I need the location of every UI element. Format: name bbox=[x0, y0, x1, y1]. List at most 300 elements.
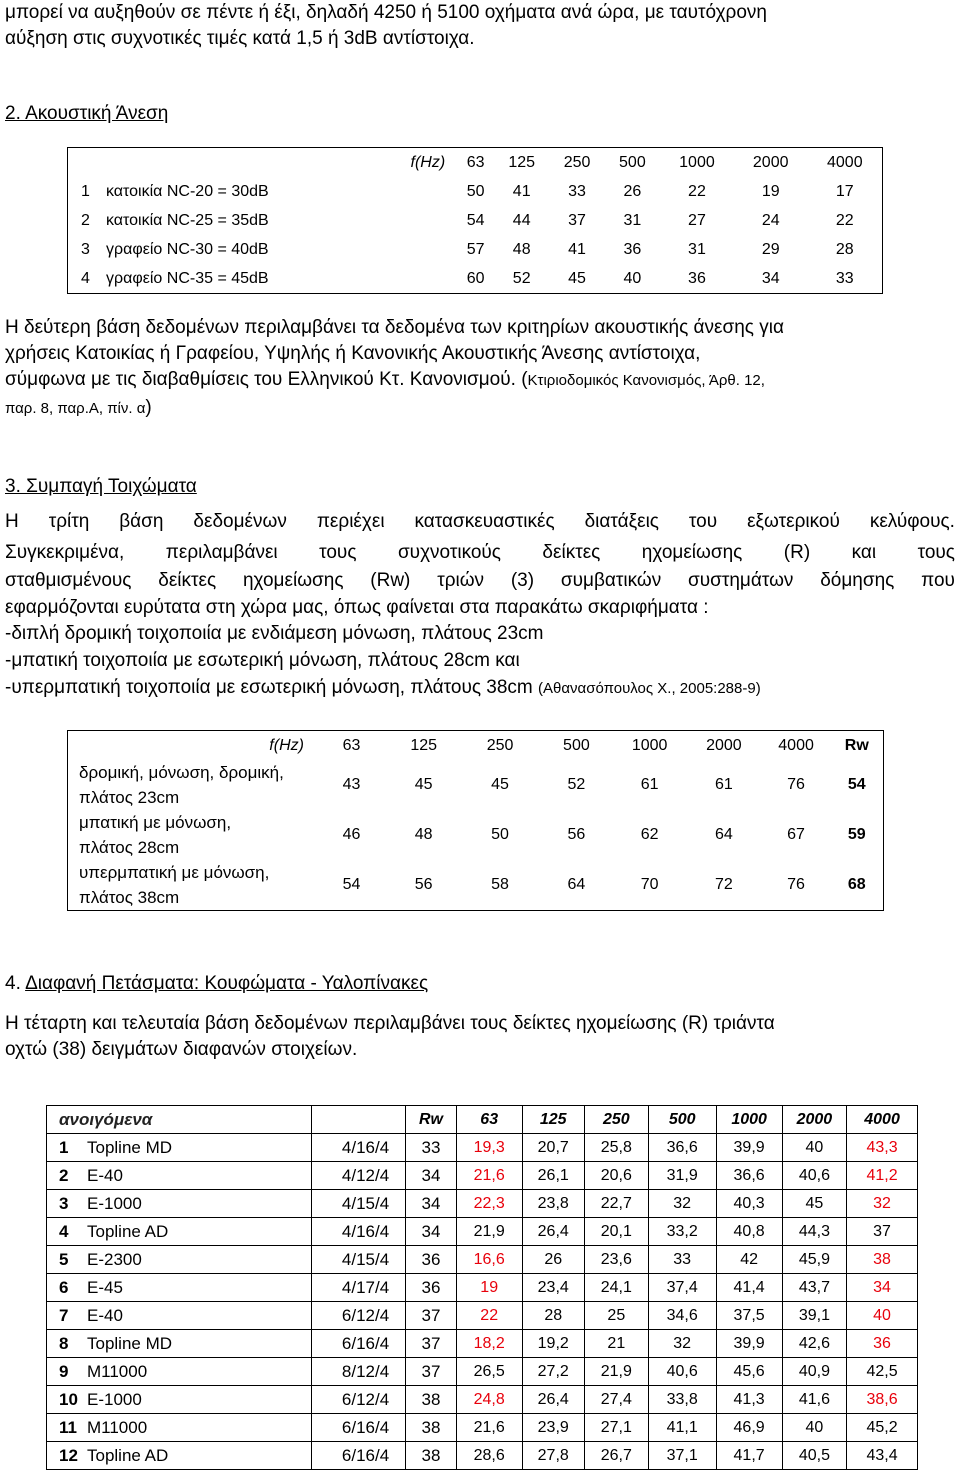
table-row bbox=[68, 235, 883, 264]
cell: 21,6 bbox=[456, 1414, 522, 1442]
justified-word: του bbox=[688, 511, 718, 532]
column-header: 4000 bbox=[847, 1106, 918, 1134]
table-header-row bbox=[47, 1106, 918, 1134]
table-row bbox=[68, 177, 883, 206]
window-name: Topline AD bbox=[87, 1445, 169, 1465]
table-row bbox=[47, 1190, 918, 1218]
cell: 64 bbox=[567, 876, 586, 893]
wall-type-line: μπατική με μόνωση, bbox=[79, 813, 232, 832]
row-label: γραφείο NC-35 = 45dB bbox=[106, 269, 269, 287]
column-header: Rw bbox=[406, 1106, 457, 1134]
rw-value: 34 bbox=[406, 1190, 457, 1218]
justified-word: κατασκευαστικές bbox=[414, 511, 555, 532]
cell: 36,6 bbox=[716, 1162, 782, 1190]
cell: 26 bbox=[522, 1246, 584, 1274]
table-row bbox=[47, 1218, 918, 1246]
cell: 36 bbox=[688, 269, 706, 287]
cell: 57 bbox=[466, 240, 485, 258]
cell: 52 bbox=[512, 269, 531, 287]
row-number: 12 bbox=[59, 1445, 78, 1465]
cell: 48 bbox=[512, 240, 531, 258]
cell: 45,2 bbox=[847, 1414, 918, 1442]
cell: 20,6 bbox=[584, 1162, 648, 1190]
justified-word: εξωτερικού bbox=[747, 511, 840, 532]
row-number: 2 bbox=[81, 211, 90, 229]
cell: 33 bbox=[835, 269, 854, 287]
window-name-cell bbox=[47, 1162, 312, 1190]
cell: 41 bbox=[568, 240, 586, 258]
column-header: 250 bbox=[584, 1106, 648, 1134]
section-3-justified-line bbox=[5, 511, 955, 533]
cell: 61 bbox=[714, 776, 733, 793]
reference-close: ) bbox=[145, 397, 152, 418]
cell: 28 bbox=[835, 240, 854, 258]
window-name-cell bbox=[47, 1274, 312, 1302]
row-number: 4 bbox=[81, 269, 90, 287]
cell: 39,1 bbox=[782, 1302, 846, 1330]
justified-word: συστημάτων bbox=[688, 570, 794, 591]
citation: (Αθανασόπουλος Χ., 2005:288-9) bbox=[538, 680, 761, 697]
freq-header: 250 bbox=[563, 153, 591, 171]
cell: 27,4 bbox=[584, 1386, 648, 1414]
rw-value: 37 bbox=[406, 1302, 457, 1330]
glazing-config: 4/16/4 bbox=[312, 1218, 406, 1246]
justified-word: περιλαμβάνει bbox=[165, 542, 278, 563]
cell: 28 bbox=[522, 1302, 584, 1330]
cell: 40 bbox=[847, 1302, 918, 1330]
cell: 33,2 bbox=[648, 1218, 716, 1246]
cell: 46,9 bbox=[716, 1414, 782, 1442]
row-label: κατοικία NC-20 = 30dB bbox=[106, 182, 269, 200]
cell: 61 bbox=[640, 776, 659, 793]
cell: 45 bbox=[782, 1190, 846, 1218]
section-2-reference-line bbox=[5, 397, 152, 419]
cell: 46 bbox=[342, 826, 361, 843]
section-3-title: 3. Συμπαγή Τοιχώματα bbox=[5, 476, 197, 497]
cell: 27,2 bbox=[522, 1358, 584, 1386]
cell: 42,6 bbox=[782, 1330, 846, 1358]
section-3-line: εφαρμόζονται ευρύτατα στη χώρα μας, όπως φαίνεται στα παρακάτω σκαριφήματα : bbox=[5, 597, 709, 618]
cell: 26,4 bbox=[522, 1386, 584, 1414]
cell: 56 bbox=[414, 876, 433, 893]
freq-header: 4000 bbox=[778, 736, 814, 754]
cell: 21 bbox=[584, 1330, 648, 1358]
construction-list-item: -μπατική τοιχοποιία με εσωτερική μόνωση, πλάτους 28cm και bbox=[5, 650, 520, 671]
cell: 48 bbox=[414, 826, 433, 843]
cell: 34 bbox=[761, 269, 780, 287]
glazing-config: 6/12/4 bbox=[312, 1386, 406, 1414]
cell: 60 bbox=[466, 269, 485, 287]
cell: 40,8 bbox=[716, 1218, 782, 1246]
cell: 27,1 bbox=[584, 1414, 648, 1442]
glazing-config: 4/17/4 bbox=[312, 1274, 406, 1302]
cell: 32 bbox=[648, 1330, 716, 1358]
justified-word: (Rw) bbox=[370, 570, 411, 591]
column-header: 500 bbox=[648, 1106, 716, 1134]
row-number: 3 bbox=[81, 240, 90, 258]
justified-word: Η bbox=[5, 511, 19, 532]
cell: 40 bbox=[623, 269, 642, 287]
freq-header-label: f(Hz) bbox=[410, 153, 446, 171]
regulation-reference: Κτιριοδομικός Κανονισμός, Άρθ. 12, bbox=[527, 372, 765, 389]
cell: 33 bbox=[648, 1246, 716, 1274]
cell: 37 bbox=[847, 1218, 918, 1246]
rw-value: 37 bbox=[406, 1330, 457, 1358]
cell: 33,8 bbox=[648, 1386, 716, 1414]
cell: 42 bbox=[716, 1246, 782, 1274]
cell: 41,7 bbox=[716, 1442, 782, 1470]
cell: 28,6 bbox=[456, 1442, 522, 1470]
freq-header: 1000 bbox=[679, 153, 715, 171]
row-number: 8 bbox=[59, 1333, 69, 1353]
cell: 18,2 bbox=[456, 1330, 522, 1358]
cell: 41 bbox=[512, 182, 531, 200]
freq-header: 2000 bbox=[706, 736, 742, 754]
table-row bbox=[68, 264, 883, 294]
justified-word: διατάξεις bbox=[584, 511, 659, 532]
cell: 67 bbox=[787, 826, 805, 843]
cell: 16,6 bbox=[456, 1246, 522, 1274]
wall-insulation-table bbox=[67, 730, 884, 911]
justified-word: δόμησης bbox=[820, 570, 895, 591]
row-number: 9 bbox=[59, 1361, 69, 1381]
cell: 22,7 bbox=[584, 1190, 648, 1218]
cell: 24,1 bbox=[584, 1274, 648, 1302]
cell: 36,6 bbox=[648, 1134, 716, 1162]
column-header: 63 bbox=[456, 1106, 522, 1134]
table-row bbox=[68, 810, 884, 860]
window-name-cell bbox=[47, 1358, 312, 1386]
cell: 22 bbox=[688, 182, 706, 200]
cell: 42,5 bbox=[847, 1358, 918, 1386]
rw-value: 59 bbox=[847, 826, 866, 843]
window-name-cell bbox=[47, 1386, 312, 1414]
row-number: 5 bbox=[59, 1249, 69, 1269]
row-label: κατοικία NC-25 = 35dB bbox=[106, 211, 269, 229]
cell: 36 bbox=[623, 240, 642, 258]
justified-word: περιέχει bbox=[316, 511, 385, 532]
cell: 24 bbox=[761, 211, 780, 229]
glazing-config: 6/16/4 bbox=[312, 1442, 406, 1470]
justified-word: συμβατικών bbox=[560, 570, 662, 591]
cell: 26,1 bbox=[522, 1162, 584, 1190]
section-4-paragraph-line: οχτώ (38) δειγμάτων διαφανών στοιχείων. bbox=[5, 1039, 358, 1060]
cell: 23,8 bbox=[522, 1190, 584, 1218]
glazing-config: 8/12/4 bbox=[312, 1358, 406, 1386]
cell: 41,1 bbox=[648, 1414, 716, 1442]
freq-header: 500 bbox=[563, 736, 590, 754]
table-row bbox=[47, 1302, 918, 1330]
cell: 40 bbox=[782, 1134, 846, 1162]
cell: 24,8 bbox=[456, 1386, 522, 1414]
section-3-justified-line bbox=[5, 570, 955, 592]
wall-type-label bbox=[68, 810, 316, 860]
list-text: -υπερμπατική τοιχοποιία με εσωτερική μόνωση, πλάτους 38cm bbox=[5, 677, 539, 698]
justified-word: τρίτη bbox=[48, 511, 90, 532]
window-name: E-40 bbox=[87, 1165, 123, 1185]
freq-header: 125 bbox=[410, 736, 438, 754]
window-name: E-1000 bbox=[87, 1193, 142, 1213]
row-number: 11 bbox=[59, 1417, 77, 1437]
freq-header: 1000 bbox=[631, 736, 668, 754]
freq-header: 2000 bbox=[752, 153, 789, 171]
cell: 31 bbox=[623, 211, 642, 229]
glazing-config: 4/15/4 bbox=[312, 1190, 406, 1218]
cell: 26,7 bbox=[584, 1442, 648, 1470]
wall-type-line: υπερμπατική με μόνωση, bbox=[79, 863, 270, 882]
justified-word: ηχομείωσης bbox=[242, 570, 344, 591]
justified-word: δεδομένων bbox=[193, 511, 287, 532]
rw-value: 68 bbox=[847, 876, 866, 893]
row-number: 10 bbox=[59, 1389, 78, 1409]
paragraph-text: σύμφωνα με τις διαβαθμίσεις του Ελληνικού Κτ. Κανονισμού. ( bbox=[5, 369, 528, 390]
freq-header: 500 bbox=[619, 153, 646, 171]
cell: 37,5 bbox=[716, 1302, 782, 1330]
cell: 40,5 bbox=[782, 1442, 846, 1470]
cell: 45 bbox=[491, 776, 509, 793]
window-name: M11000 bbox=[87, 1417, 148, 1437]
window-name: Topline MD bbox=[87, 1333, 173, 1353]
column-header: 125 bbox=[522, 1106, 584, 1134]
intro-line-1: μπορεί να αυξηθούν σε πέντε ή έξι, δηλαδή 4250 ή 5100 οχήματα ανά ώρα, με ταυτόχρονη bbox=[5, 2, 768, 23]
window-name: E-40 bbox=[87, 1305, 123, 1325]
cell: 58 bbox=[491, 876, 509, 893]
cell: 70 bbox=[640, 876, 659, 893]
window-name-cell bbox=[47, 1190, 312, 1218]
rw-value: 36 bbox=[406, 1246, 457, 1274]
cell: 23,4 bbox=[522, 1274, 584, 1302]
table-row bbox=[47, 1386, 918, 1414]
rw-value: 54 bbox=[847, 776, 866, 793]
cell: 44 bbox=[512, 211, 531, 229]
rw-header: Rw bbox=[844, 736, 869, 754]
cell: 37,1 bbox=[648, 1442, 716, 1470]
justified-word: δείκτες bbox=[542, 542, 601, 563]
freq-header: 63 bbox=[342, 736, 361, 754]
cell: 62 bbox=[640, 826, 659, 843]
cell: 43 bbox=[342, 776, 361, 793]
cell: 56 bbox=[567, 826, 586, 843]
windows-table bbox=[46, 1105, 918, 1470]
cell: 43,7 bbox=[782, 1274, 846, 1302]
glazing-config: 4/12/4 bbox=[312, 1162, 406, 1190]
row-number: 4 bbox=[59, 1221, 69, 1241]
wall-width: πλάτος 28cm bbox=[79, 838, 180, 857]
rw-value: 34 bbox=[406, 1162, 457, 1190]
table-row bbox=[47, 1134, 918, 1162]
column-header bbox=[312, 1106, 406, 1134]
rw-value: 38 bbox=[406, 1386, 457, 1414]
rw-value: 34 bbox=[406, 1218, 457, 1246]
window-name: E-2300 bbox=[87, 1249, 142, 1269]
freq-header: 63 bbox=[466, 153, 485, 171]
rw-value: 38 bbox=[406, 1442, 457, 1470]
cell: 41,2 bbox=[847, 1162, 918, 1190]
cell: 27,8 bbox=[522, 1442, 584, 1470]
cell: 33 bbox=[568, 182, 586, 200]
row-label: γραφείο NC-30 = 40dB bbox=[106, 240, 269, 258]
table-row bbox=[47, 1442, 918, 1470]
cell: 64 bbox=[714, 826, 733, 843]
cell: 39,9 bbox=[716, 1134, 782, 1162]
cell: 50 bbox=[466, 182, 485, 200]
table-row bbox=[47, 1358, 918, 1386]
cell: 34 bbox=[847, 1274, 918, 1302]
section-4-number: 4. bbox=[5, 973, 26, 994]
window-name-cell bbox=[47, 1246, 312, 1274]
justified-word: τους bbox=[319, 542, 357, 563]
cell: 50 bbox=[491, 826, 509, 843]
row-number: 3 bbox=[59, 1193, 69, 1213]
window-name-cell bbox=[47, 1414, 312, 1442]
window-name: E-45 bbox=[87, 1277, 123, 1297]
section-2-title: 2. Ακουστική Άνεση bbox=[5, 103, 169, 124]
justified-word: (3) bbox=[510, 570, 535, 591]
freq-header: 4000 bbox=[827, 153, 863, 171]
cell: 54 bbox=[342, 876, 361, 893]
column-header: 2000 bbox=[782, 1106, 846, 1134]
window-name-cell bbox=[47, 1134, 312, 1162]
regulation-reference-cont: παρ. 8, παρ.Α, πίν. α bbox=[5, 400, 146, 417]
cell: 43,3 bbox=[847, 1134, 918, 1162]
window-name-cell bbox=[47, 1302, 312, 1330]
cell: 25 bbox=[584, 1302, 648, 1330]
section-4-title-text: Διαφανή Πετάσματα: Κουφώματα - Υαλοπίνακες bbox=[25, 973, 429, 994]
cell: 23,9 bbox=[522, 1414, 584, 1442]
cell: 45 bbox=[568, 269, 586, 287]
cell: 54 bbox=[466, 211, 485, 229]
freq-header: 125 bbox=[508, 153, 536, 171]
intro-line-2: αύξηση στις συχνοτικές τιμές κατά 1,5 ή 3dB αντίστοιχα. bbox=[5, 28, 475, 49]
window-name: Topline AD bbox=[87, 1221, 169, 1241]
justified-word: βάση bbox=[119, 511, 164, 532]
window-name: Topline MD bbox=[87, 1137, 173, 1157]
justified-word: και bbox=[851, 542, 877, 563]
cell: 40,9 bbox=[782, 1358, 846, 1386]
justified-word: που bbox=[921, 570, 955, 591]
rw-value: 37 bbox=[406, 1358, 457, 1386]
justified-word: κελύφους. bbox=[869, 511, 955, 532]
cell: 20,1 bbox=[584, 1218, 648, 1246]
cell: 22 bbox=[456, 1302, 522, 1330]
cell: 17 bbox=[835, 182, 854, 200]
section-4-title bbox=[5, 973, 428, 995]
cell: 41,6 bbox=[782, 1386, 846, 1414]
freq-header: 250 bbox=[486, 736, 514, 754]
window-name-cell bbox=[47, 1218, 312, 1246]
glazing-config: 4/16/4 bbox=[312, 1134, 406, 1162]
table-row bbox=[47, 1274, 918, 1302]
construction-list-item: -διπλή δρομική τοιχοποιία με ενδιάμεση μόνωση, πλάτους 23cm bbox=[5, 623, 544, 644]
cell: 19 bbox=[761, 182, 780, 200]
justified-word: δείκτες bbox=[158, 570, 217, 591]
window-name-cell bbox=[47, 1330, 312, 1358]
cell: 21,9 bbox=[584, 1358, 648, 1386]
cell: 22,3 bbox=[456, 1190, 522, 1218]
cell: 40 bbox=[782, 1414, 846, 1442]
table-row bbox=[68, 760, 884, 810]
cell: 45 bbox=[414, 776, 433, 793]
rw-value: 36 bbox=[406, 1274, 457, 1302]
rw-value: 33 bbox=[406, 1134, 457, 1162]
table-row bbox=[47, 1414, 918, 1442]
section-2-paragraph-line: χρήσεις Κατοικίας ή Γραφείου, Υψηλής ή Κανονικής Ακουστικής Άνεσης αντίστοιχα, bbox=[5, 343, 701, 364]
glazing-config: 4/15/4 bbox=[312, 1246, 406, 1274]
cell: 23,6 bbox=[584, 1246, 648, 1274]
cell: 41,4 bbox=[716, 1274, 782, 1302]
cell: 19 bbox=[456, 1274, 522, 1302]
table-row bbox=[47, 1330, 918, 1358]
wall-type-label bbox=[68, 760, 316, 810]
justified-word: ηχομείωσης bbox=[641, 542, 743, 563]
cell: 21,6 bbox=[456, 1162, 522, 1190]
construction-list-item bbox=[5, 677, 761, 699]
justified-word: τους bbox=[917, 542, 955, 563]
row-number: 7 bbox=[59, 1305, 69, 1325]
cell: 41,3 bbox=[716, 1386, 782, 1414]
cell: 37,4 bbox=[648, 1274, 716, 1302]
cell: 76 bbox=[787, 876, 805, 893]
cell: 45,9 bbox=[782, 1246, 846, 1274]
cell: 39,9 bbox=[716, 1330, 782, 1358]
window-name: M11000 bbox=[87, 1361, 148, 1381]
cell: 37 bbox=[568, 211, 586, 229]
cell: 20,7 bbox=[522, 1134, 584, 1162]
cell: 19,3 bbox=[456, 1134, 522, 1162]
cell: 34,6 bbox=[648, 1302, 716, 1330]
justified-word: (R) bbox=[783, 542, 811, 563]
acoustic-comfort-table bbox=[67, 147, 883, 294]
cell: 43,4 bbox=[847, 1442, 918, 1470]
cell: 40,6 bbox=[782, 1162, 846, 1190]
section-2-paragraph-line bbox=[5, 369, 765, 391]
cell: 26 bbox=[623, 182, 642, 200]
column-header: 1000 bbox=[716, 1106, 782, 1134]
row-number: 6 bbox=[59, 1277, 69, 1297]
window-name: E-1000 bbox=[87, 1389, 142, 1409]
section-4-paragraph-line: Η τέταρτη και τελευταία βάση δεδομένων περιλαμβάνει τους δείκτες ηχομείωσης (R) τριάντα bbox=[5, 1013, 775, 1034]
row-number: 2 bbox=[59, 1165, 69, 1185]
column-header-openings: ανοιγόμενα bbox=[47, 1106, 312, 1134]
cell: 31,9 bbox=[648, 1162, 716, 1190]
table-header-row bbox=[68, 148, 883, 178]
cell: 19,2 bbox=[522, 1330, 584, 1358]
cell: 32 bbox=[847, 1190, 918, 1218]
justified-word: Συγκεκριμένα, bbox=[5, 542, 125, 563]
justified-word: σταθμισμένους bbox=[5, 570, 132, 591]
window-name-cell bbox=[47, 1442, 312, 1470]
glazing-config: 6/12/4 bbox=[312, 1302, 406, 1330]
cell: 32 bbox=[648, 1190, 716, 1218]
cell: 45,6 bbox=[716, 1358, 782, 1386]
table-row bbox=[68, 860, 884, 911]
cell: 29 bbox=[761, 240, 780, 258]
wall-type-line: δρομική, μόνωση, δρομική, bbox=[79, 763, 284, 782]
cell: 72 bbox=[714, 876, 733, 893]
table-row bbox=[47, 1246, 918, 1274]
cell: 40,3 bbox=[716, 1190, 782, 1218]
cell: 44,3 bbox=[782, 1218, 846, 1246]
row-number: 1 bbox=[81, 182, 90, 200]
row-number: 1 bbox=[59, 1137, 69, 1157]
cell: 27 bbox=[688, 211, 706, 229]
cell: 36 bbox=[847, 1330, 918, 1358]
cell: 25,8 bbox=[584, 1134, 648, 1162]
cell: 26,5 bbox=[456, 1358, 522, 1386]
cell: 76 bbox=[787, 776, 805, 793]
cell: 31 bbox=[688, 240, 706, 258]
cell: 22 bbox=[835, 211, 854, 229]
